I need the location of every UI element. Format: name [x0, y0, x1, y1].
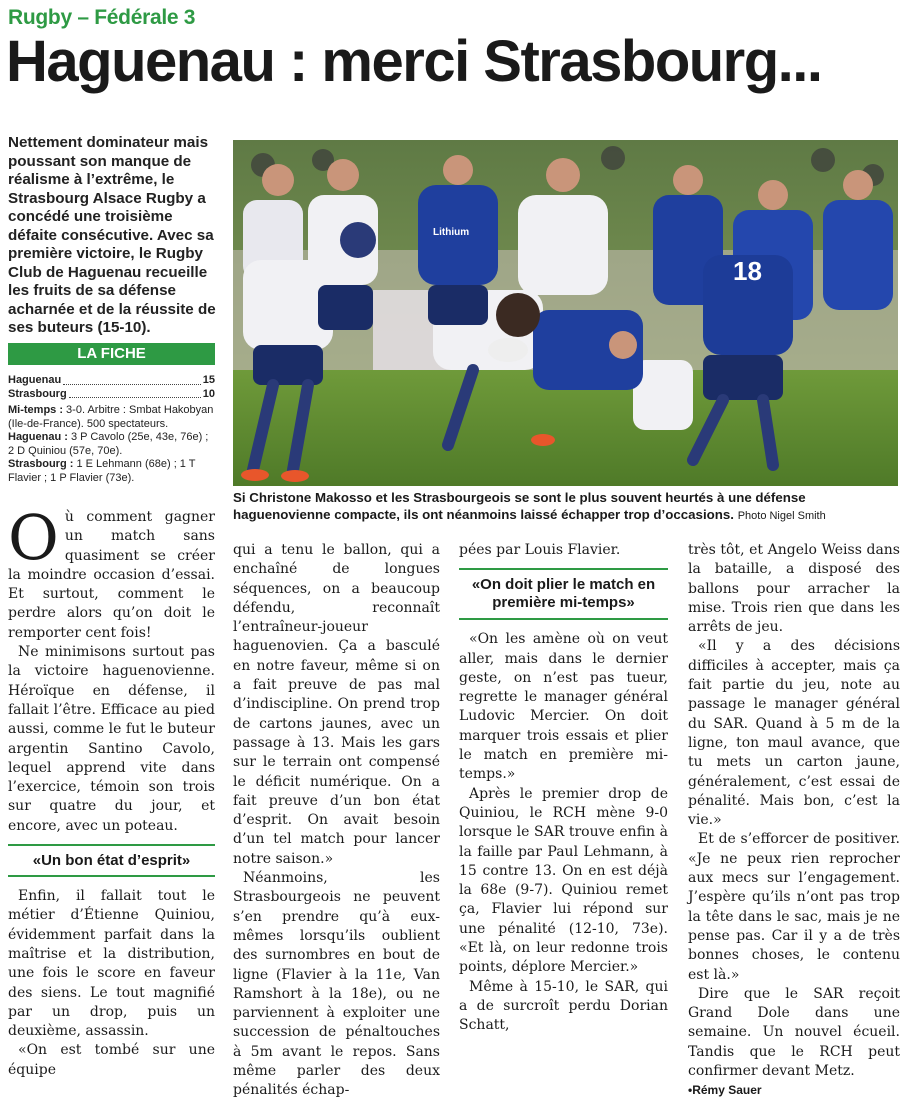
article-paragraph: Enfin, il fallait tout le métier d’Étienne Quiniou, évidemment parfait dans la maîtrise et la distribution, une fois le score en faveur des siens. Le tout magnifié par un drop, puis un deuxième, assassin. — [8, 888, 215, 1040]
article-paragraph: qui a tenu le ballon, qui a enchaîné de longues séquences, on a beaucoup défendu, reconnaît l’entraîneur-joueur haguenovien. Ça a basculé en notre faveur, même si on a fait preuve de pas mal d’indiscipline. On prend trop de cartons jaunes, avec un passage à 13. Mais les gars sur le terrain ont compensé le déficit numérique. On a fait preuve d’un bon état d’esprit. On avait besoin d’un tel match pour lancer notre saison.» — [233, 542, 440, 867]
fiche-scorers-away: Strasbourg : 1 E Lehmann (68e) ; 1 T Flavier ; 1 P Flavier (73e). — [8, 458, 196, 484]
photo-credit: Photo Nigel Smith — [737, 510, 826, 522]
article-column-3 — [459, 541, 668, 1036]
article-paragraph: très tôt, et Angelo Weiss dans la bataille, a disposé des ballons pour arracher la mise. Trois rien que dans les arrêts de jeu. — [688, 542, 900, 636]
lead-paragraph: Nettement dominateur mais poussant son manque de réalisme à l’extrême, le Strasbourg Alsace Rugby a concédé une troisième défaite consécutive. Avec sa première victoire, le Rugby Club de Haguenau recueille les fruits de sa défense acharnée et de la réussite de ses buteurs (15-10). — [8, 134, 216, 336]
team-away: Strasbourg — [8, 387, 67, 400]
article-column-1 — [8, 501, 215, 1080]
jersey-number: 18 — [733, 256, 762, 286]
photo-illustration — [233, 140, 898, 486]
score-row-away — [8, 388, 215, 402]
rugby-match-photo — [233, 140, 898, 486]
drop-cap: O — [8, 501, 59, 574]
subheading: «Un bon état d’esprit» — [8, 844, 215, 877]
article-paragraph: Dire que le SAR reçoit Grand Dole dans une semaine. Un nouvel écueil. Tandis que le RCH peut confirmer devant Metz. — [688, 985, 900, 1080]
fiche-scorers-home: Haguenau : 3 P Cavolo (25e, 43e, 76e) ; 2 D Quiniou (57e, 70e). — [8, 431, 209, 457]
article-paragraph: Même à 15-10, le SAR, qui a de surcroît perdu Dorian Schatt, — [459, 978, 668, 1034]
team-home: Haguenau — [8, 374, 62, 386]
article-paragraph: Ne minimisons surtout pas la victoire haguenovienne. Héroïque en défense, il fallait l’être. Efficace au pied aussi, comme le fut le buteur argentin Santino Cavolo, lequel apprend vite dans l’exercice, témoin son trois sur quatre du jour, et encore, avec un poteau. — [8, 644, 215, 834]
article-paragraph: «Il y a des décisions difficiles à accepter, mais ça fait partie du jeu, note au passage le manager général du SAR. Quand à 5 m de la ligne, ton maul avance, que tu mets un carton jaune, généralement, c’est essai de pénalité. Mais bon, c’est la vie.» — [688, 638, 900, 829]
jersey-sponsor: Lithium — [433, 227, 470, 238]
score-row-home — [8, 374, 215, 388]
article-paragraph: «On est tombé sur une équipe — [8, 1042, 215, 1078]
fiche-title: LA FICHE — [8, 343, 215, 365]
fiche-box — [8, 374, 215, 485]
article-paragraph: Où comment gagner un match sans quasiment se créer la moindre occasion d’essai. Et surtout, comment le perdre alors qu’on doit le remporter cent fois! — [8, 501, 215, 641]
article-paragraph: pées par Louis Flavier. — [459, 542, 621, 558]
article-paragraph: Et de s’efforcer de positiver. «Je ne peux rien reprocher aux mecs sur l’engagement. J’espère qu’ils n’ont pas trop la tête dans le sac, mais je ne pense pas. Car il y a de très bonnes choses, le contenu est là.» — [688, 831, 900, 983]
article-paragraph: Après le premier drop de Quiniou, le RCH mène 9-0 lorsque le SAR trouve enfin à la faille par Paul Lehmann, à 15 contre 13. On en est déjà la 68e (9-7). Quiniou remet ça, Flavier lui répond sur une pénalité (12-10, 73e). «Et là, on leur redonne trois points, déplore Mercier.» — [459, 785, 668, 976]
subheading: «On doit plier le match en première mi-temps» — [459, 568, 668, 620]
author-signature: •Rémy Sauer — [688, 1083, 762, 1098]
article-paragraph: Néanmoins, les Strasbourgeois ne peuvent s’en prendre qu’à eux-mêmes lorsqu’ils oublient des surnombres en bout de ligne (Flavier à la 11e, Van Ramshort à la 18e), ou ne parviennent à exploiter une succession de pénaltouches à 5m avant le repos. Sans même parler des deux pénalités échap- — [233, 870, 440, 1099]
headline: Haguenau : merci Strasbourg... — [6, 29, 822, 94]
article-column-2 — [233, 541, 440, 1101]
caption-text: Si Christone Makosso et les Strasbourgeois se sont le plus souvent heurtés à une défense haguenovienne compacte, ils ont néanmoins laissé échapper trop d’occasions. — [233, 490, 806, 522]
photo-caption — [233, 489, 898, 525]
score-home: 15 — [202, 374, 215, 386]
section-kicker: Rugby – Fédérale 3 — [8, 6, 196, 29]
fiche-halftime: Mi-temps : 3-0. Arbitre : Smbat Hakobyan (Ile-de-France). 500 spectateurs. — [8, 404, 214, 430]
score-away: 10 — [202, 387, 215, 400]
article-paragraph: «On les amène où on veut aller, mais dans le dernier geste, on n’est pas tueur, regrette le manager général Ludovic Mercier. On doit marquer trois essais et plier le match en première mi-temps.» — [459, 631, 668, 783]
article-column-4 — [688, 541, 900, 1101]
